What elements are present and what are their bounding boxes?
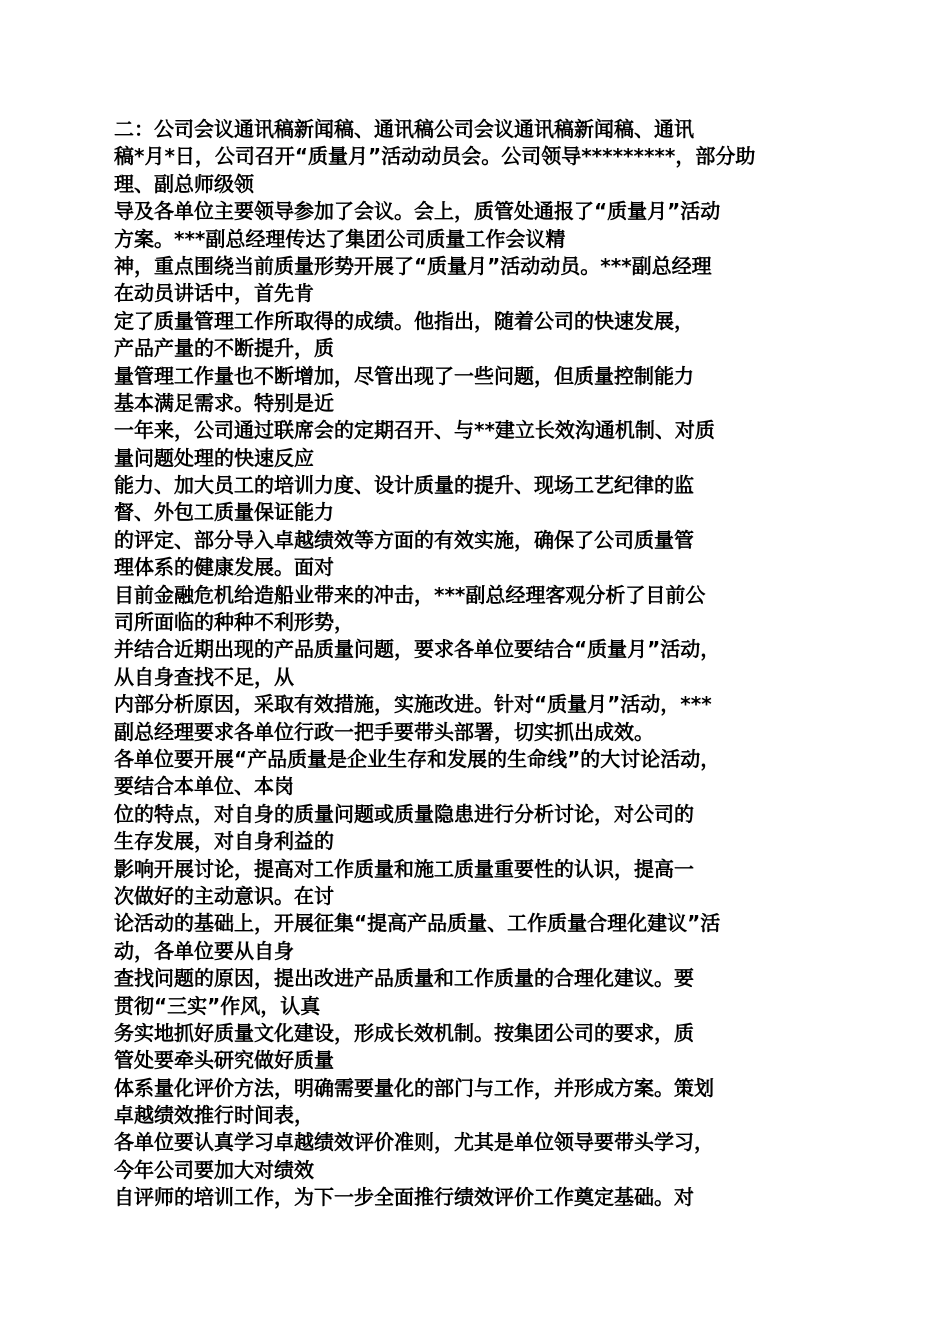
text-line: 并结合近期出现的产品质量问题，要求各单位要结合“质量月”活动， bbox=[114, 637, 721, 662]
text-line: 方案。***副总经理传达了集团公司质量工作会议精 bbox=[114, 226, 566, 251]
text-line: 二：公司会议通讯稿新闻稿、通讯稿公司会议通讯稿新闻稿、通讯 bbox=[114, 117, 694, 141]
text-line: 司所面临的种种不利形势， bbox=[114, 610, 354, 635]
text-line: 副总经理要求各单位行政一把手要带头部署，切实抓出成效。 bbox=[114, 719, 654, 744]
text-line: 今年公司要加大对绩效 bbox=[114, 1157, 314, 1182]
text-line: 次做好的主动意识。在讨 bbox=[114, 883, 334, 908]
text-line: 从自身查找不足，从 bbox=[114, 664, 294, 689]
text-line: 管处要牵头研究做好质量 bbox=[114, 1048, 334, 1073]
text-line: 督、外包工质量保证能力 bbox=[114, 500, 334, 525]
text-line: 理、副总师级领 bbox=[114, 171, 254, 196]
text-line: 神，重点围绕当前质量形势开展了“质量月”活动动员。***副总经理 bbox=[114, 253, 712, 278]
text-line: 各单位要认真学习卓越绩效评价准则，尤其是单位领导要带头学习， bbox=[114, 1130, 714, 1155]
text-line: 量问题处理的快速反应 bbox=[114, 445, 314, 470]
text-line: 要结合本单位、本岗 bbox=[114, 774, 294, 799]
text-line: 能力、加大员工的培训力度、设计质量的提升、现场工艺纪律的监 bbox=[114, 473, 694, 498]
text-line: 自评师的培训工作，为下一步全面推行绩效评价工作奠定基础。对 bbox=[114, 1185, 694, 1210]
text-line: 生存发展，对自身利益的 bbox=[114, 829, 334, 854]
text-line: 论活动的基础上，开展征集“提高产品质量、工作质量合理化建议”活 bbox=[114, 911, 721, 936]
text-line: 影响开展讨论，提高对工作质量和施工质量重要性的认识，提高一 bbox=[114, 856, 694, 881]
text-line: 务实地抓好质量文化建设，形成长效机制。按集团公司的要求，质 bbox=[114, 1020, 694, 1045]
text-line: 基本满足需求。特别是近 bbox=[114, 390, 334, 415]
text-line: 一年来，公司通过联席会的定期召开、与**建立长效沟通机制、对质 bbox=[114, 418, 715, 443]
text-line: 位的特点，对自身的质量问题或质量隐患进行分析讨论，对公司的 bbox=[114, 801, 694, 826]
text-line: 产品产量的不断提升，质 bbox=[114, 336, 334, 361]
text-line: 内部分析原因，采取有效措施，实施改进。针对“质量月”活动，*** bbox=[114, 692, 712, 717]
text-line: 查找问题的原因，提出改进产品质量和工作质量的合理化建议。要 bbox=[114, 966, 694, 991]
text-line: 目前金融危机给造船业带来的冲击，***副总经理客观分析了目前公 bbox=[114, 582, 706, 607]
text-line: 定了质量管理工作所取得的成绩。他指出，随着公司的快速发展， bbox=[114, 308, 694, 333]
text-line: 稿*月*日，公司召开“质量月”活动动员会。公司领导*********，部分助 bbox=[114, 144, 756, 169]
text-line: 卓越绩效推行时间表， bbox=[114, 1103, 314, 1128]
text-line: 贯彻“三实”作风，认真 bbox=[114, 993, 321, 1018]
text-line: 各单位要开展“产品质量是企业生存和发展的生命线”的大讨论活动， bbox=[114, 746, 721, 771]
text-line: 在动员讲话中，首先肯 bbox=[114, 281, 314, 306]
text-line: 量管理工作量也不断增加，尽管出现了一些问题，但质量控制能力 bbox=[114, 363, 694, 388]
text-line: 导及各单位主要领导参加了会议。会上，质管处通报了“质量月”活动 bbox=[114, 199, 721, 224]
text-line: 的评定、部分导入卓越绩效等方面的有效实施，确保了公司质量管 bbox=[114, 527, 694, 552]
article-body bbox=[114, 116, 836, 1212]
text-line: 动，各单位要从自身 bbox=[114, 938, 294, 963]
text-line: 理体系的健康发展。面对 bbox=[114, 555, 334, 580]
text-line: 体系量化评价方法，明确需要量化的部门与工作，并形成方案。策划 bbox=[114, 1075, 714, 1100]
